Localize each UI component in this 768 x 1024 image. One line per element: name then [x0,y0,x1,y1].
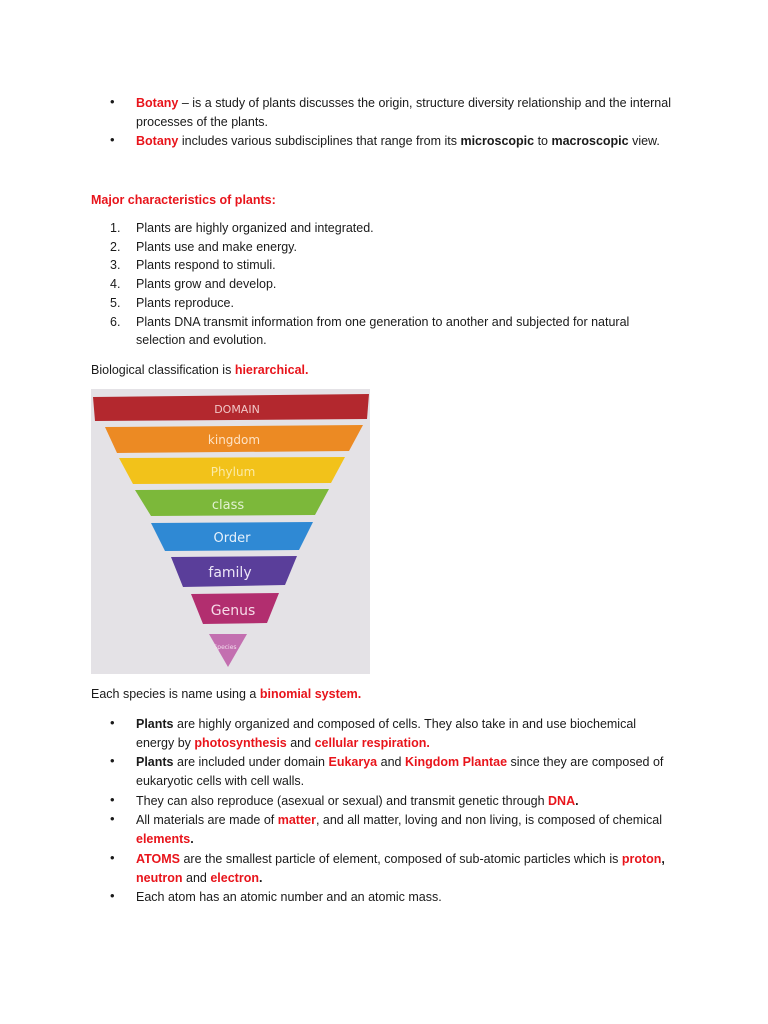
pyramid-label-phylum: Phylum [210,465,256,479]
pyramid-label-genus: Genus [210,603,256,619]
pyramid-label-species: Species [213,644,237,651]
pyramid-label-class: class [211,498,245,513]
pyramid-label-kingdom: kingdom [207,433,261,447]
classification-line: Biological classification is hierarchical. [91,363,309,377]
bullet-dot: • [110,94,115,109]
term-botany: Botany [136,96,179,110]
taxonomy-pyramid-image [91,389,370,674]
bullet-dot: • [110,850,115,865]
bullet-dot: • [110,888,115,903]
pyramid-label-family: family [208,565,252,581]
bullet-dot: • [110,753,115,768]
bullet-dot: • [110,715,115,730]
term-botany: Botany [136,134,179,148]
pyramid-label-order: Order [213,531,251,546]
pyramid-label-domain: DOMAIN [214,403,260,416]
characteristics-list: 1. Plants are highly organized and integrated. 2. Plants use and make energy. 3. Plants respond to stimuli. 4. Plants grow and develop. 5. Plants reproduce. 6. Plants DNA transmit information from one generation to another and subjected for natural selection and evolution. [110,221,630,348]
bullet-dot: • [110,792,115,807]
bullet-dot: • [110,811,115,826]
binomial-line: Each species is name using a binomial system. [91,687,362,701]
bullet-dot: • [110,132,115,147]
section-heading: Major characteristics of plants: [91,193,276,207]
